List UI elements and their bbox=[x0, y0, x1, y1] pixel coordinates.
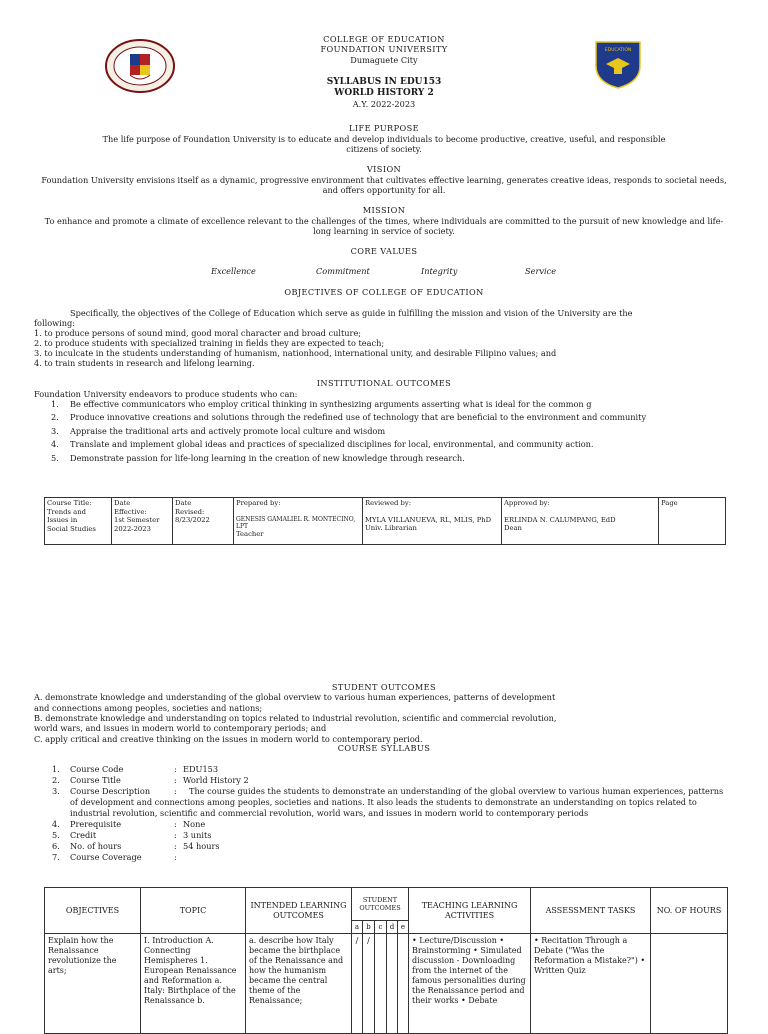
mission-text-1: To enhance and promote a climate of excellence relevant to the challenges of the times, where individuals are committed to the pursuit of new knowledge and life- bbox=[44, 216, 724, 226]
objective-item: 3. to inculcate in the students understanding of humanism, nationhood, international unity, and desirable Filipino values; and bbox=[34, 348, 557, 358]
page-cell: Page bbox=[659, 498, 726, 545]
vision-text-2: and offers opportunity for all. bbox=[322, 185, 446, 195]
objective-item: 4. to train students in research and lifelong learning. bbox=[34, 358, 255, 368]
syllabus-table bbox=[44, 887, 728, 1034]
institutional-outcomes-heading: INSTITUTIONAL OUTCOMES bbox=[316, 378, 452, 388]
list-item: 3. Appraise the traditional arts and actively promote local culture and wisdom bbox=[51, 425, 386, 436]
student-outcomes-heading: STUDENT OUTCOMES bbox=[331, 682, 437, 692]
list-item: 2. Produce innovative creations and solutions through the redefined use of technology that are beneficial to the environment and community bbox=[51, 412, 647, 423]
tla-header: TEACHING LEARNING ACTIVITIES bbox=[409, 888, 531, 934]
vision-text-1: Foundation University envisions itself as a dynamic, progressive environment that cultivates effective learning, generates creative ideas, responds to societal needs, bbox=[41, 175, 727, 185]
tla-cell: • Lecture/Discussion • Brainstorming • Simulated discussion - Downloading from the internet of the famous personalities during the Renaissance period and their works • Debate bbox=[409, 934, 531, 1034]
objectives-heading: OBJECTIVES OF COLLEGE OF EDUCATION bbox=[284, 287, 484, 297]
course-coverage-row: 7. Course Coverage : bbox=[52, 852, 177, 862]
life-purpose-heading: LIFE PURPOSE bbox=[349, 123, 419, 133]
so-letter: b bbox=[363, 921, 375, 934]
institutional-outcomes-intro: Foundation University endeavors to produce students who can: bbox=[34, 389, 298, 399]
student-outcome-line: A. demonstrate knowledge and understanding of the global overview to various human experiences, patterns of development bbox=[34, 692, 556, 702]
college-name: COLLEGE OF EDUCATION bbox=[323, 34, 445, 44]
so-check bbox=[398, 934, 409, 1034]
topic-cell: I. Introduction A. Connecting Hemispheres 1. European Renaissance and Reformation a. Italy: Birthplace of the Renaissance b. bbox=[141, 934, 246, 1034]
city-name: Dumaguete City bbox=[350, 55, 418, 65]
course-code-row: 1. Course Code : EDU153 bbox=[52, 764, 219, 774]
prerequisite-row: 4. Prerequisite : None bbox=[52, 819, 206, 829]
student-outcome-line: world wars, and issues in modern world to contemporary periods; and bbox=[34, 723, 327, 733]
course-syllabus-heading: COURSE SYLLABUS bbox=[337, 743, 431, 753]
list-item: 5. Demonstrate passion for life-long learning in the creation of new knowledge through research. bbox=[51, 452, 465, 463]
objective-item: 1. to produce persons of sound mind, good moral character and broad culture; bbox=[34, 328, 362, 338]
reviewed-by-cell: Reviewed by: MYLA VILLANUEVA, RL, MLIS, PhD Univ. Librarian bbox=[363, 498, 502, 545]
institutional-outcomes-list bbox=[34, 399, 734, 466]
life-purpose-text-2: citizens of society. bbox=[346, 144, 422, 154]
so-letter: a bbox=[352, 921, 363, 934]
so-letter: e bbox=[398, 921, 409, 934]
so-check bbox=[387, 934, 398, 1034]
core-value-commitment: Commitment bbox=[316, 266, 370, 276]
ilo-cell: a. describe how Italy became the birthplace of the Renaissance and how the humanism became the central theme of the Renaissance; bbox=[246, 934, 352, 1034]
mission-text-2: long learning in service of society. bbox=[313, 226, 455, 236]
objectives-intro-2: following: bbox=[34, 318, 76, 328]
vision-heading: VISION bbox=[366, 164, 402, 174]
prepared-by-cell: Prepared by: GENESIS GAMALIEL R. MONTECINO, LPT Teacher bbox=[234, 498, 363, 545]
core-value-service: Service bbox=[525, 266, 557, 276]
objectives-intro-1: Specifically, the objectives of the College of Education which serve as guide in fulfilling the mission and vision of the University are the bbox=[70, 308, 633, 318]
assessment-header: ASSESSMENT TASKS bbox=[531, 888, 651, 934]
list-item: 4. Translate and implement global ideas and practices of specialized disciplines for local, environmental, and community action. bbox=[51, 439, 594, 450]
student-outcome-line: and connections among peoples, societies and nations; bbox=[34, 703, 263, 713]
student-outcome-line: B. demonstrate knowledge and understanding on topics related to industrial revolution, scientific and commercial revolution, bbox=[34, 713, 557, 723]
hours-header: NO. OF HOURS bbox=[651, 888, 728, 934]
course-description-cont: of development and connections among peoples, societies and nations. It also leads the students to demonstrate an understanding on topics related to bbox=[70, 797, 697, 807]
so-letter: c bbox=[375, 921, 387, 934]
core-value-excellence: Excellence bbox=[211, 266, 256, 276]
objectives-header: OBJECTIVES bbox=[45, 888, 141, 934]
so-check: / bbox=[363, 934, 375, 1034]
student-outcome-line: C. apply critical and creative thinking on the issues in modern world to contemporary period. bbox=[34, 734, 423, 744]
objective-cell: Explain how the Renaissance revolutionize the arts; bbox=[45, 934, 141, 1034]
hours-cell bbox=[651, 934, 728, 1034]
life-purpose-text-1: The life purpose of Foundation University is to educate and develop individuals to become productive, creative, useful, and responsible bbox=[102, 134, 666, 144]
so-letter: d bbox=[387, 921, 398, 934]
student-outcomes-header: STUDENT OUTCOMES bbox=[352, 888, 409, 921]
hours-row: 6. No. of hours : 54 hours bbox=[52, 841, 220, 851]
course-title-cell: Course Title: Trends and Issues in Social Studies bbox=[45, 498, 112, 545]
approved-by-cell: Approved by: ERLINDA N. CALUMPANG, EdD Dean bbox=[502, 498, 659, 545]
credit-row: 5. Credit : 3 units bbox=[52, 830, 212, 840]
academic-year: A.Y. 2022-2023 bbox=[352, 99, 416, 109]
course-description-cont: industrial revolution, scientific and commercial revolution, world wars, and issues in modern world to contemporary periods bbox=[70, 808, 589, 818]
topic-header: TOPIC bbox=[141, 888, 246, 934]
course-title-row: 2. Course Title : World History 2 bbox=[52, 775, 249, 785]
list-item: 1. Be effective communicators who employ critical thinking in synthesizing arguments asserting what is ideal for the common g bbox=[51, 399, 592, 409]
signature-table bbox=[44, 497, 726, 545]
objective-item: 2. to produce students with specialized training in fields they are expected to teach; bbox=[34, 338, 385, 348]
university-name: FOUNDATION UNIVERSITY bbox=[320, 44, 448, 54]
so-check bbox=[375, 934, 387, 1034]
ilo-header: INTENDED LEARNING OUTCOMES bbox=[246, 888, 352, 934]
date-effective-cell: Date Effective: 1st Semester 2022-2023 bbox=[112, 498, 173, 545]
so-check: / bbox=[352, 934, 363, 1034]
course-info-list bbox=[52, 764, 742, 863]
assessment-cell: • Recitation Through a Debate ("Was the Reformation a Mistake?") • Written Quiz bbox=[531, 934, 651, 1034]
syllabus-title: SYLLABUS IN EDU153 bbox=[326, 77, 442, 87]
course-description-row: 3. Course Description : The course guides the students to demonstrate an understanding of the global overview to various human experiences, patterns bbox=[52, 786, 724, 796]
date-revised-cell: Date Revised: 8/23/2022 bbox=[173, 498, 234, 545]
course-name: WORLD HISTORY 2 bbox=[334, 88, 434, 98]
core-values-heading: CORE VALUES bbox=[350, 246, 418, 256]
logo-text: EDUCATION bbox=[604, 48, 632, 53]
core-value-integrity: Integrity bbox=[421, 266, 458, 276]
mission-heading: MISSION bbox=[362, 205, 406, 215]
